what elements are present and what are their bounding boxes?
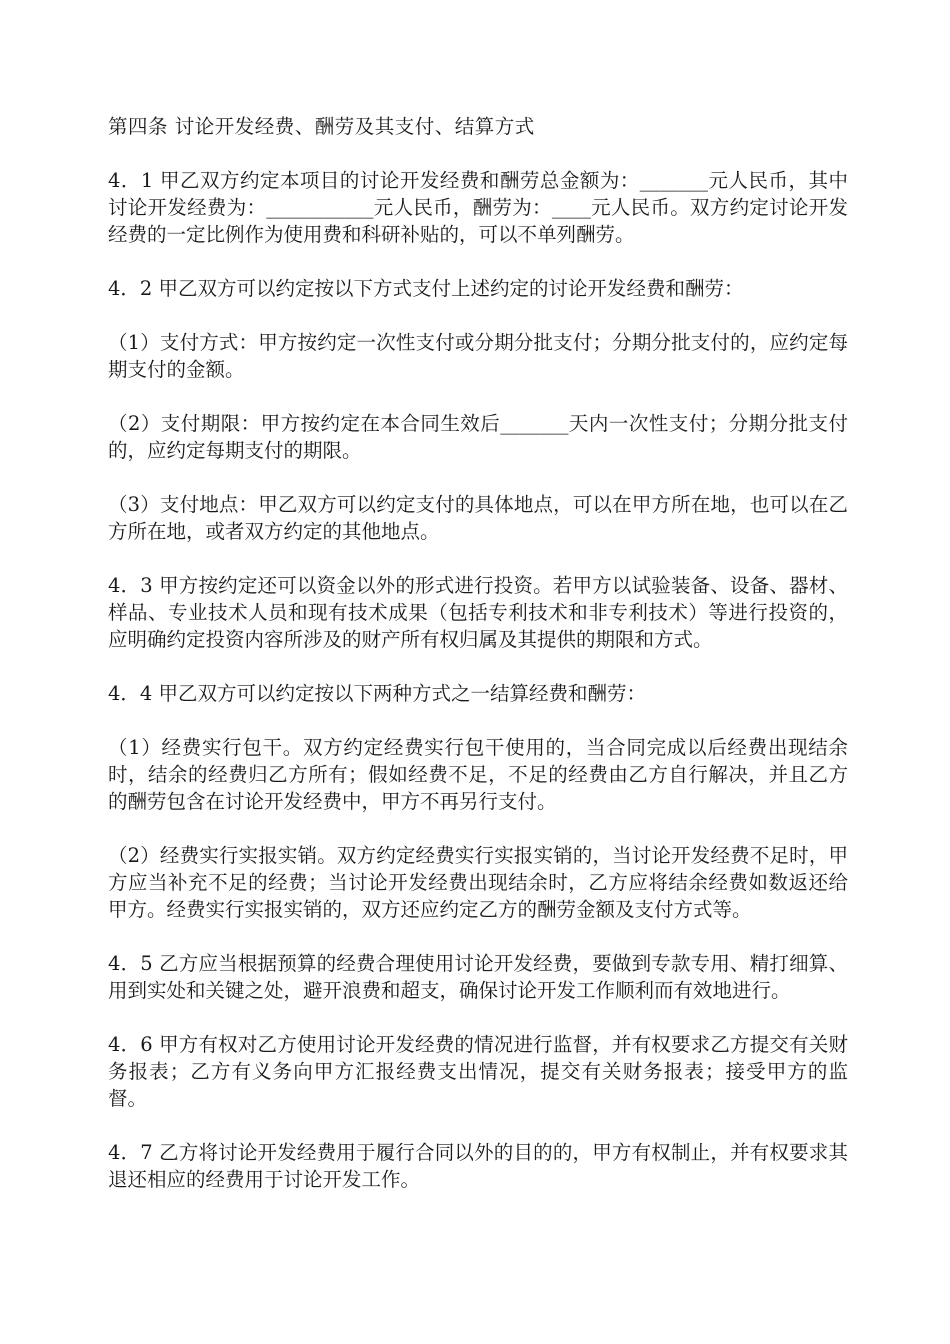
clause-4-4-actual-reimbursement: （2）经费实行实报实销。双方约定经费实行实报实销的，当讨论开发经费不足时，甲方应当补充不足的经费；当讨论开发经费出现结余时，乙方应将结余经费如数返还给甲方。经费实行实报实销的，双方还应约定乙方的酬劳金额及支付方式等。: [108, 844, 848, 921]
document-page: [108, 113, 848, 1220]
clause-4-4-lump-sum: （1）经费实行包干。双方约定经费实行包干使用的，当合同完成以后经费出现结余时，结余的经费归乙方所有；假如经费不足，不足的经费由乙方自行解决，并且乙方的酬劳包含在讨论开发经费中，甲方不再另行支付。: [108, 736, 848, 813]
clause-4-2-payment-place: （3）支付地点：甲乙双方可以约定支付的具体地点，可以在甲方所在地，也可以在乙方所在地，或者双方约定的其他地点。: [108, 493, 848, 543]
clause-4-5: 4．5 乙方应当根据预算的经费合理使用讨论开发经费，要做到专款专用、精打细算、用到实处和关键之处，避开浪费和超支，确保讨论开发工作顺利而有效地进行。: [108, 952, 848, 1002]
clause-4-3: 4．3 甲方按约定还可以资金以外的形式进行投资。若甲方以试验装备、设备、器材、样品、专业技术人员和现有技术成果（包括专利技术和非专利技术）等进行投资的，应明确约定投资内容所涉及的财产所有权归属及其提供的期限和方式。: [108, 574, 848, 651]
clause-4-1: 4．1 甲乙双方约定本项目的讨论开发经费和酬劳总金额为：_______元人民币，其中讨论开发经费为：___________元人民币，酬劳为：____元人民币。双方约定讨论开发经费的一定比例作为使用费和科研补贴的，可以不单列酬劳。: [108, 169, 848, 246]
clause-4-2-payment-term: （2）支付期限：甲方按约定在本合同生效后_______天内一次性支付；分期分批支付的，应约定每期支付的期限。: [108, 412, 848, 462]
clause-4-2: 4．2 甲乙双方可以约定按以下方式支付上述约定的讨论开发经费和酬劳：: [108, 277, 744, 300]
article-heading: 第四条 讨论开发经费、酬劳及其支付、结算方式: [108, 115, 535, 138]
clause-4-2-payment-method: （1）支付方式：甲方按约定一次性支付或分期分批支付；分期分批支付的，应约定每期支付的金额。: [108, 331, 848, 381]
clause-4-6: 4．6 甲方有权对乙方使用讨论开发经费的情况进行监督，并有权要求乙方提交有关财务报表；乙方有义务向甲方汇报经费支出情况，提交有关财务报表；接受甲方的监督。: [108, 1033, 848, 1110]
clause-4-7: 4．7 乙方将讨论开发经费用于履行合同以外的目的的，甲方有权制止，并有权要求其退还相应的经费用于讨论开发工作。: [108, 1141, 848, 1191]
clause-4-4: 4．4 甲乙双方可以约定按以下两种方式之一结算经费和酬劳：: [108, 682, 647, 705]
